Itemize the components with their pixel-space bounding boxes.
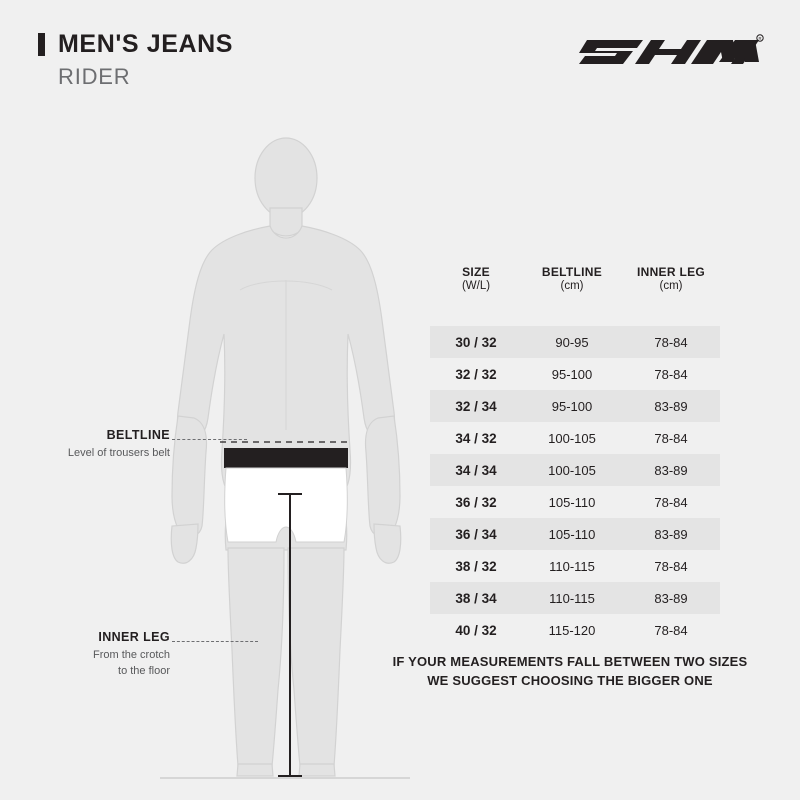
table-header-spacer [430,294,720,326]
callout-beltline-leader-line [172,439,247,440]
table-row [430,582,720,614]
footnote-line-1: IF YOUR MEASUREMENTS FALL BETWEEN TWO SIZES [392,654,748,669]
table-row [430,390,720,422]
cell-size: 40 / 32 [455,622,497,638]
cell-size: 36 / 34 [430,518,522,550]
cell-size: 36 / 32 [455,494,497,510]
table-row [430,454,720,486]
cell-innerleg: 78-84 [654,366,688,382]
page-subtitle: RIDER [58,64,131,89]
callout-innerleg [0,630,170,678]
cell-innerleg: 83-89 [622,390,720,422]
footnote-line-2: WE SUGGEST CHOOSING THE BIGGER ONE [427,672,713,688]
cell-size: 32 / 34 [430,390,522,422]
cell-size: 38 / 32 [455,558,497,574]
column-header-size-label: SIZE [462,265,490,279]
cell-beltline: 95-100 [551,366,593,382]
column-header-innerleg-label: INNER LEG [636,265,706,279]
callout-innerleg-description-line1: From the crotch [92,648,170,661]
callout-innerleg-description-line2: to the floor [118,664,170,677]
table-row [430,486,720,518]
cell-innerleg: 78-84 [654,622,688,638]
cell-innerleg: 78-84 [654,494,688,510]
column-header-beltline [522,265,622,294]
size-table [430,265,720,646]
cell-beltline: 105-110 [522,518,622,550]
callout-innerleg-leader-line [172,641,258,642]
cell-beltline: 95-100 [522,390,622,422]
body-figure [120,130,450,790]
page-title: MEN'S JEANS [58,30,234,58]
cell-beltline: 100-105 [522,454,622,486]
column-header-innerleg-unit: (cm) [659,280,683,292]
cell-size: 32 / 32 [455,366,497,382]
column-header-innerleg [622,265,720,294]
cell-size: 34 / 34 [430,454,522,486]
callout-beltline-title: BELTLINE [106,428,170,442]
table-body [430,326,720,646]
cell-beltline: 100-105 [548,430,596,446]
cell-beltline: 110-115 [522,582,622,614]
cell-beltline: 105-110 [548,494,596,510]
callout-beltline-description: Level of trousers belt [67,446,170,459]
column-header-size-unit: (W/L) [461,280,491,292]
cell-innerleg: 83-89 [622,518,720,550]
table-row [430,326,720,358]
table-row [430,422,720,454]
table-row [430,614,720,646]
cell-beltline: 90-95 [522,326,622,358]
callout-beltline [0,428,170,460]
cell-innerleg: 78-84 [654,558,688,574]
cell-size: 30 / 32 [430,326,522,358]
column-header-beltline-label: BELTLINE [541,265,603,279]
footnote [370,653,770,691]
table-row [430,518,720,550]
table-row [430,550,720,582]
cell-size: 38 / 34 [430,582,522,614]
table-row [430,358,720,390]
shima-logo [579,34,764,68]
svg-text:R: R [758,36,762,42]
cell-beltline: 110-115 [549,558,595,574]
table-header-row [430,265,720,294]
cell-innerleg: 83-89 [622,454,720,486]
cell-innerleg: 78-84 [622,326,720,358]
column-header-beltline-unit: (cm) [560,280,584,292]
cell-size: 34 / 32 [455,430,497,446]
cell-innerleg: 83-89 [622,582,720,614]
title-accent-bar [38,33,45,56]
column-header-size [430,265,522,294]
cell-innerleg: 78-84 [654,430,688,446]
callout-innerleg-title: INNER LEG [98,630,170,644]
cell-beltline: 115-120 [548,622,596,638]
